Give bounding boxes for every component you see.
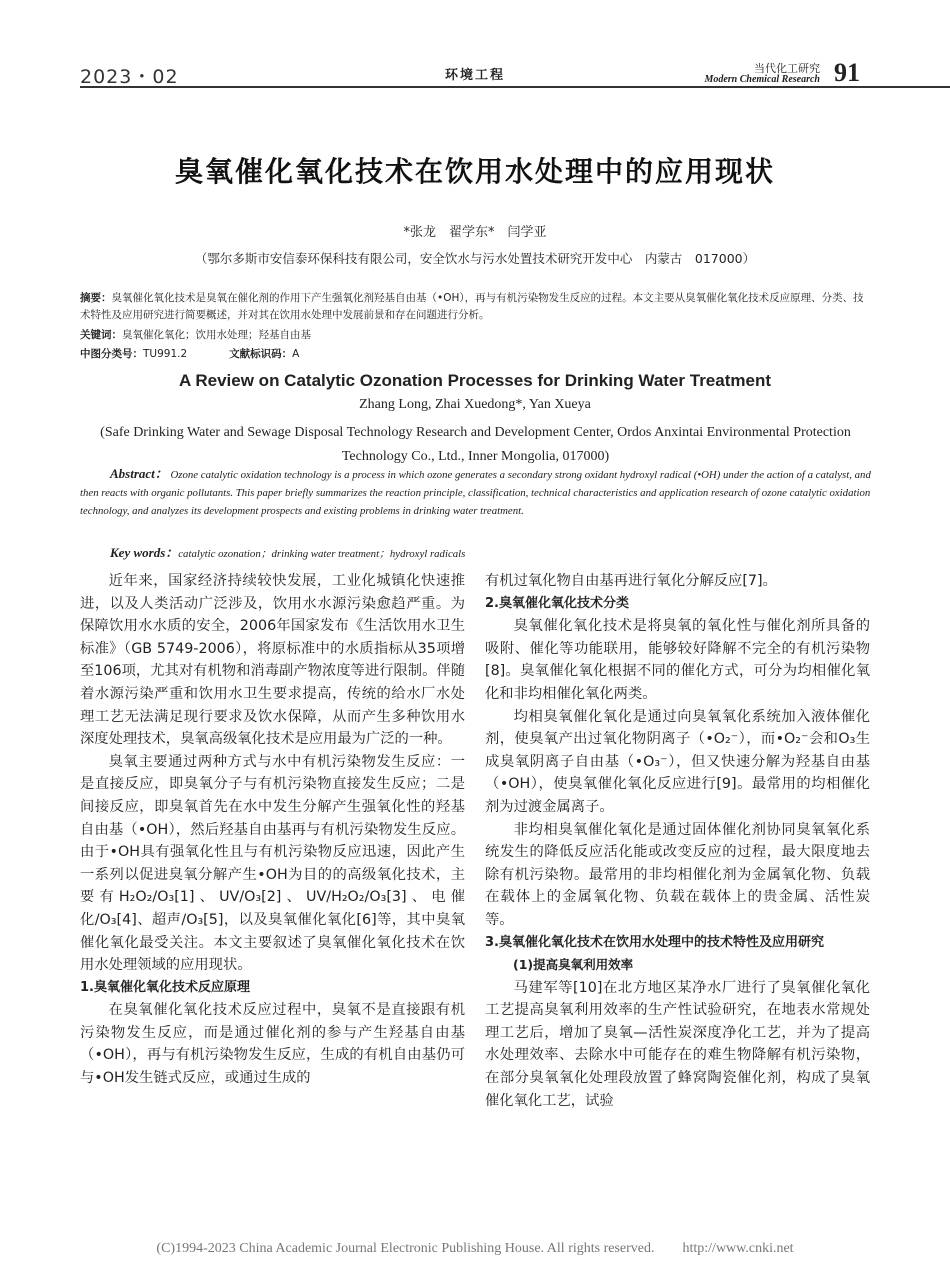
classification-line	[80, 346, 872, 363]
clc-label: 中图分类号：	[80, 348, 143, 360]
body-paragraph: 在臭氧催化氧化技术反应过程中，臭氧不是直接跟有机污染物发生反应，而是通过催化剂的参与产生羟基自由基（•OH），再与有机污染物发生反应，生成的有机自由基仍可与•OH发生链式反应，或通过生成的	[80, 1002, 465, 1087]
body-paragraph: 近年来，国家经济持续较快发展，工业化城镇化快速推进，以及人类活动广泛涉及，饮用水水源污染愈趋严重。为保障饮用水水质的安全，2006年国家发布《生活饮用水卫生标准》（GB 5749-2006），将原标准中的水质指标从35项增至106项，尤其对有机物和消毒副产物浓度等进行限制。伴随着水源污染严重和饮用水卫生要求提高，传统的给水厂水处理工艺无法满足现行要求及饮水保障，从而产生多种饮用水深度处理技术，臭氧高级氧化技术是应用最为广泛的一种。	[80, 573, 465, 748]
keywords-en-text: catalytic ozonation；drinking water treatment；hydroxyl radicals	[178, 548, 466, 560]
body-paragraph: 臭氧催化氧化技术是将臭氧的氧化性与催化剂所具备的吸附、催化等功能联用，能够较好降解不完全的有机污染物[8]。臭氧催化氧化根据不同的催化方式，可分为均相催化氧化和非均相催化氧化两类。	[485, 618, 870, 702]
abstract-cn	[80, 290, 872, 324]
keywords-cn-label: 关键词：	[80, 329, 122, 341]
header-section: 环境工程	[444, 68, 505, 83]
body-column-left	[80, 570, 465, 1090]
clc-value: TU991.2	[143, 348, 188, 360]
header-rule	[80, 86, 950, 88]
authors-en: Zhang Long, Zhai Xuedong*, Yan Xueya	[359, 397, 591, 412]
abstract-en-text: Ozone catalytic oxidation technology is a process in which ozone generates a secondary strong oxidant hydroxyl radical (•OH) under the action of a catalyst, and then reacts with organic pollutants. This paper briefly summarizes the reaction principle, classification, technical characteristics and application research of ozone catalytic oxidation technology, and analyzes its development prospects and existing problems in drinking water treatment.	[80, 469, 871, 517]
header-journal-cn: 当代化工研究	[754, 62, 820, 75]
keywords-cn	[80, 327, 872, 344]
body-paragraph: 有机过氧化物自由基再进行氧化分解反应[7]。	[485, 573, 777, 589]
page-title-cn: 臭氧催化氧化技术在饮用水处理中的应用现状	[174, 155, 775, 188]
keywords-cn-text: 臭氧催化氧化；饮用水处理；羟基自由基	[122, 329, 311, 341]
abstract-cn-label: 摘要：	[80, 292, 112, 304]
body-paragraph: 臭氧主要通过两种方式与水中有机污染物发生反应：一是直接反应，即臭氧分子与有机污染物直接发生反应；二是间接反应，即臭氧首先在水中发生分解产生强氧化性的羟基自由基（•OH），然后羟基自由基再与有机污染物发生反应。由于•OH具有强氧化性且与有机污染物反应迅速，因此产生一系列以促进臭氧分解产生•OH为目的的高级氧化技术，主要有H₂O₂/O₃[1]、UV/O₃[2]、UV/H₂O₂/O₃[3]、电催化/O₃[4]、超声/O₃[5]，以及臭氧催化氧化[6]等，其中臭氧催化氧化最受关注。本文主要叙述了臭氧催化氧化技术在饮用水处理领域的应用现状。	[80, 753, 465, 974]
body-paragraph: 均相臭氧催化氧化是通过向臭氧氧化系统加入液体催化剂，使臭氧产出过氧化物阴离子（•O₂⁻），而•O₂⁻会和O₃生成臭氧阴离子自由基（•O₃⁻），但又快速分解为羟基自由基（•OH），使臭氧催化氧化反应进行[9]。最常用的均相催化剂为过渡金属离子。	[485, 708, 870, 815]
body-column-right	[485, 570, 870, 1112]
page-title-en: A Review on Catalytic Ozonation Processes for Drinking Water Treatment	[179, 371, 771, 390]
header-year-issue: 2023・02	[80, 66, 179, 88]
body-paragraph: 马建军等[10]在北方地区某净水厂进行了臭氧催化氧化工艺提高臭氧利用效率的生产性试验研究，在地表水常规处理工艺后，增加了臭氧—活性炭深度净化工艺，并为了提高水处理效率、去除水中可能存在的难生物降解有机污染物，在部分臭氧氧化处理段放置了蜂窝陶瓷催化剂，构成了臭氧催化氧化工艺，试验	[485, 979, 870, 1109]
abstract-en-label: Abstract：	[110, 466, 168, 481]
authors-cn: *张龙 翟学东* 闫学亚	[403, 225, 547, 240]
abstract-cn-text: 臭氧催化氧化技术是臭氧在催化剂的作用下产生强氧化剂羟基自由基（•OH），再与有机污染物发生反应的过程。本文主要从臭氧催化氧化技术反应原理、分类、技术特性及应用研究进行简要概述，并对其在饮用水处理中发展前景和存在问题进行分析。	[80, 292, 864, 321]
subsection-heading: (1)提高臭氧利用效率	[513, 957, 634, 973]
affiliation-cn: （鄂尔多斯市安信泰环保科技有限公司，安全饮水与污水处置技术研究开发中心 内蒙古 017000）	[194, 251, 756, 266]
keywords-en-label: Key words：	[110, 545, 179, 560]
affiliation-en: (Safe Drinking Water and Sewage Disposal Technology Research and Development Center, Ordos Anxintai Environmental Protection Technology Co., Ltd., Inner Mongolia, 017000)	[100, 425, 851, 464]
abstract-en	[80, 465, 872, 520]
section-heading: 1.臭氧催化氧化技术反应原理	[80, 979, 250, 995]
copyright-footer: (C)1994-2023 China Academic Journal Electronic Publishing House. All rights reserved. http://www.cnki.net	[156, 1241, 794, 1256]
section-heading: 2.臭氧催化氧化技术分类	[485, 595, 629, 611]
body-paragraph: 非均相臭氧催化氧化是通过固体催化剂协同臭氧氧化系统发生的降低反应活化能或改变反应的过程，最大限度地去除有机污染物。最常用的非均相催化剂为金属氧化物、负载在载体上的金属氧化物、负载在载体上的贵金属、活性炭等。	[485, 821, 870, 928]
doc-code-label: 文献标识码：	[229, 348, 293, 360]
doc-code-value: A	[292, 348, 300, 360]
header-page-number: 91	[834, 58, 860, 87]
header-journal-en: Modern Chemical Research	[704, 74, 820, 85]
section-heading: 3.臭氧催化氧化技术在饮用水处理中的技术特性及应用研究	[485, 934, 824, 950]
keywords-en	[110, 542, 465, 561]
